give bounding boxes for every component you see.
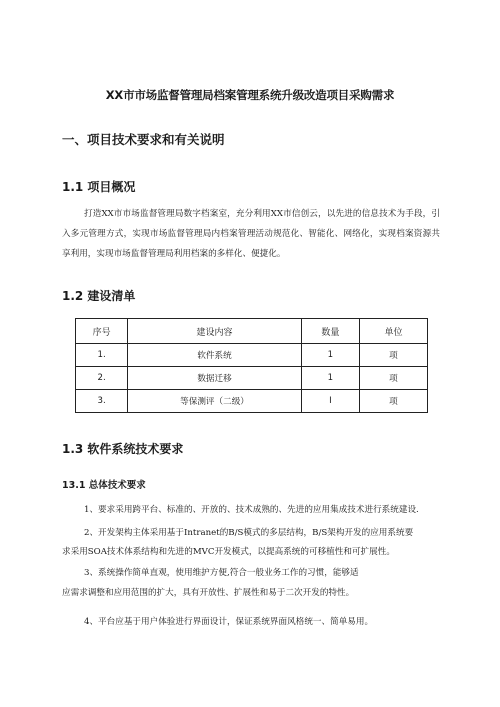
heading-project-overview: 1.1 项目概况 (62, 180, 136, 194)
table-row (76, 344, 428, 367)
cell-unit: 项 (359, 390, 427, 413)
cell-quantity: 1 (301, 367, 359, 390)
requirement-1: 1、要求采用跨平台、标准的、开放的、技术成熟的、先进的应用集成技术进行系统建设. (84, 505, 419, 515)
table-header-row (76, 319, 428, 344)
requirement-2-line-2: 求采用SOA技术体系结构和先进的MVC开发模式，以提高系统的可移植性和可扩展性。 (62, 547, 395, 557)
cell-content: 数据迁移 (128, 367, 301, 390)
cell-index: 1. (76, 344, 128, 367)
cell-unit: 项 (359, 344, 427, 367)
table-row (76, 390, 428, 413)
requirement-3-line-2: 应需求调整和应用范围的扩大，具有开放性、扩展性和易于二次开发的特性。 (62, 588, 355, 598)
cell-quantity: I (301, 390, 359, 413)
overview-paragraph: 打造XX市市场监督管理局数字档案室，充分利用XX市信创云，以先进的信息技术为手段，引入多元管理方式，实现市场监督管理局内档案管理活动规范化、智能化、网络化，实现档案资源共享利用，实现市场监督管理局利用档案的多样化、便捷化。 (62, 209, 440, 259)
requirement-3-line-1: 3、系统操作简单直观，使用维护方便,符合一般业务工作的习惯，能够适 (84, 568, 359, 578)
header-quantity: 数量 (301, 319, 359, 344)
cell-index: 3. (76, 390, 128, 413)
heading-general-requirements: 13.1 总体技术要求 (62, 480, 146, 491)
header-content: 建设内容 (128, 319, 301, 344)
heading-construction-list: 1.2 建设清单 (62, 289, 136, 303)
table-row (76, 367, 428, 390)
section-heading-1: 一、项目技术要求和有关说明 (62, 132, 225, 147)
cell-content: 等保测评（二级） (128, 390, 301, 413)
header-unit: 单位 (359, 319, 427, 344)
cell-index: 2. (76, 367, 128, 390)
cell-content: 软件系统 (128, 344, 301, 367)
heading-software-requirements: 1.3 软件系统技术要求 (62, 442, 184, 456)
requirement-4: 4、平台应基于用户体验进行界面设计，保证系统界面风格统一、简单易用。 (84, 617, 374, 627)
header-index: 序号 (76, 319, 128, 344)
document-title: XX市市场监督管理局档案管理系统升级改造项目采购需求 (105, 88, 395, 102)
cell-quantity: 1 (301, 344, 359, 367)
cell-unit: 项 (359, 367, 427, 390)
construction-list-table (75, 318, 428, 413)
requirement-2-line-1: 2、开发架构主体采用基于Intranet的B/S模式的多层结构，B/S架构开发的应用系统要 (84, 528, 414, 538)
